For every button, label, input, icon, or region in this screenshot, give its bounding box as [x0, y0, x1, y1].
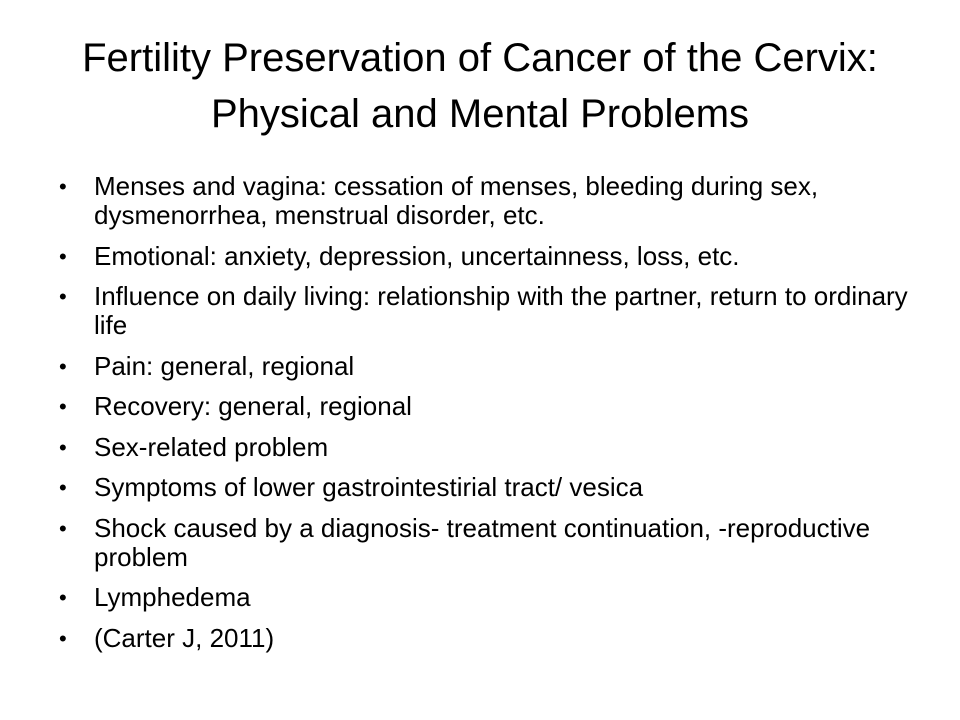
bullet-dot-icon: •: [59, 625, 67, 651]
bullet-text: Influence on daily living: relationship with the partner, return to ordinary life: [94, 281, 908, 340]
bullet-dot-icon: •: [59, 475, 67, 500]
bullet-dot-icon: •: [59, 284, 67, 309]
bullet-dot-icon: •: [59, 394, 67, 419]
bullet-text: (Carter J, 2011): [94, 622, 275, 653]
bullet-text: Sex-related problem: [94, 431, 329, 462]
bullet-dot-icon: •: [59, 434, 67, 460]
bullet-item-shock: [48, 514, 928, 572]
bullet-text: Menses and vagina: cessation of menses, bleeding during sex, dysmenorrhea, menstrual disorder, etc.: [94, 171, 819, 230]
bullet-dot-icon: •: [59, 515, 67, 541]
bullet-text: Emotional: anxiety, depression, uncertainness, loss, etc.: [94, 240, 740, 271]
bullet-dot-icon: •: [59, 585, 67, 610]
bullet-item-symptoms: [48, 473, 928, 502]
bullet-text: Symptoms of lower gastrointestirial tract/ vesica: [94, 472, 644, 502]
bullet-text: Shock caused by a diagnosis- treatment continuation, -reproductive problem: [94, 512, 871, 572]
bullet-text: Pain: general, regional: [94, 350, 355, 381]
bullet-item-recovery: [48, 392, 928, 421]
bullet-text: Lymphedema: [94, 582, 251, 612]
bullet-list: [48, 172, 928, 664]
bullet-dot-icon: •: [59, 174, 67, 199]
bullet-dot-icon: •: [59, 353, 67, 379]
bullet-text: Recovery: general, regional: [94, 391, 412, 421]
slide-title: Fertility Preservation of Cancer of the Cervix: Physical and Mental Problems: [82, 36, 878, 136]
bullet-item-pain: [48, 352, 928, 381]
bullet-item-sex-related: [48, 433, 928, 462]
bullet-item-daily-living: [48, 282, 928, 340]
bullet-item-lymphedema: [48, 583, 928, 612]
bullet-item-menses: [48, 172, 928, 230]
bullet-item-emotional: [48, 242, 928, 271]
bullet-dot-icon: •: [59, 243, 67, 269]
bullet-item-citation: [48, 624, 928, 653]
